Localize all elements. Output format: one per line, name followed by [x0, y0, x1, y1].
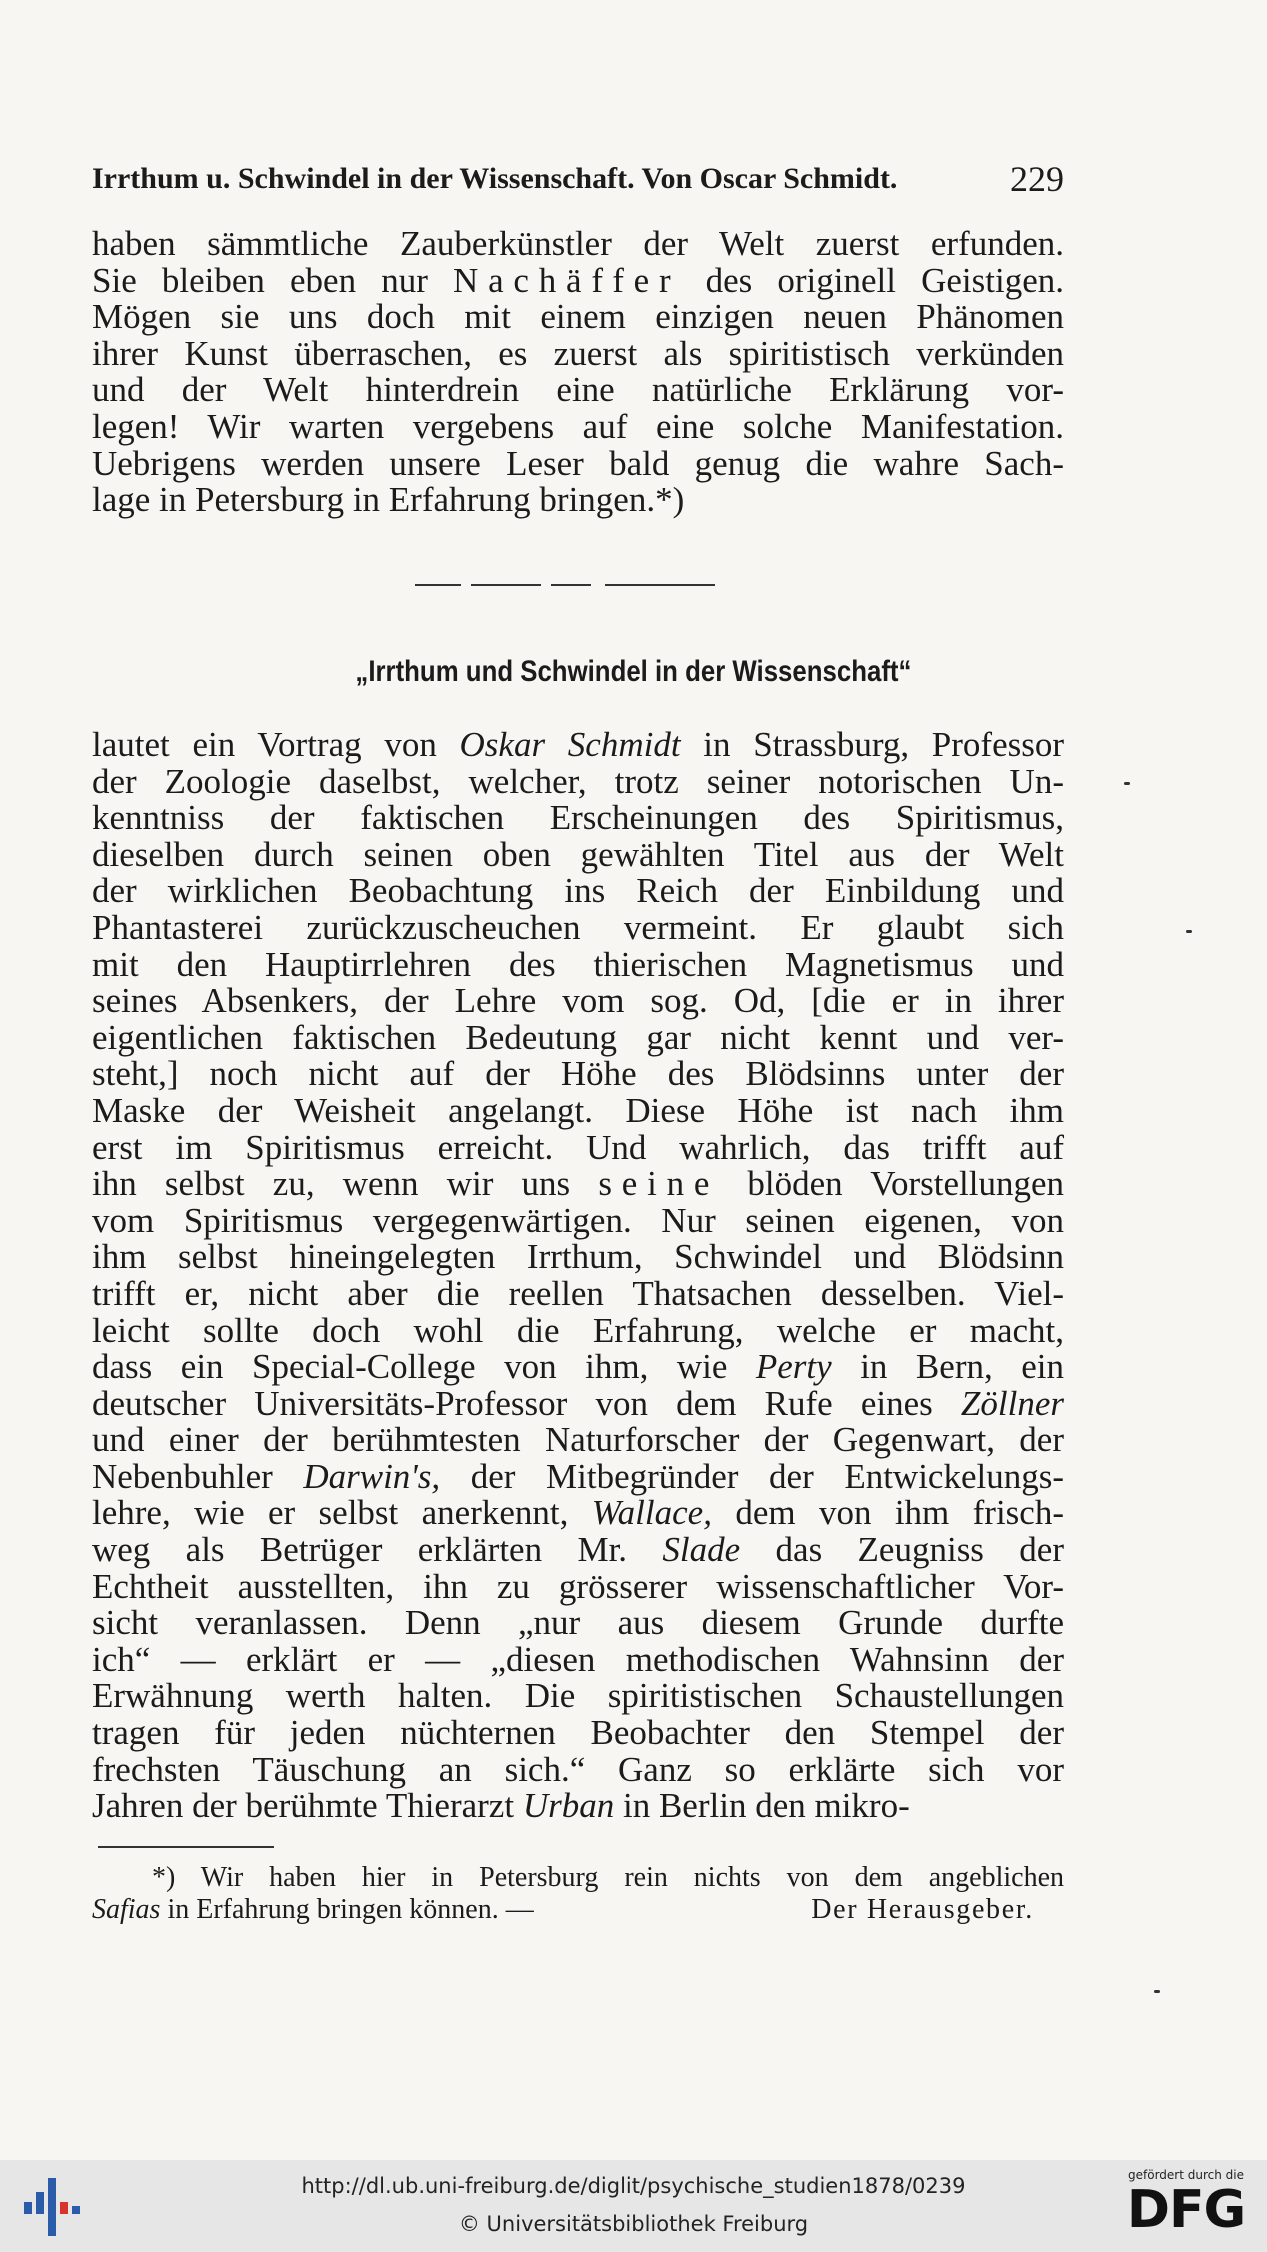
text-line	[92, 761, 1064, 801]
line-text: steht,] noch nicht auf der Höhe des Blödsinns unter der	[92, 1054, 1064, 1094]
line-text: blöden Vorstellungen	[719, 1164, 1064, 1204]
text-line	[92, 1239, 1064, 1276]
footnote-rule	[98, 1846, 274, 1848]
line-text: lage in Petersburg in Erfahrung bringen.*)	[92, 480, 685, 520]
text-line	[92, 260, 1065, 300]
line-text: leicht sollte doch wohl die Erfahrung, welche er macht,	[92, 1310, 1064, 1350]
footnote-text: in Erfahrung bringen können. —	[160, 1894, 534, 1925]
line-text: in Berlin den mikro-	[614, 1786, 910, 1826]
text-line	[92, 1166, 1064, 1203]
line-text: haben sämmtliche Zauberkünstler der Welt zuerst erfunden.	[92, 224, 1064, 263]
line-text: Sie bleiben eben nur	[92, 260, 454, 300]
line-text: der Zoologie daselbst, welcher, trotz seiner notorischen Un-	[92, 761, 1064, 801]
line-text: Nebenbuhler	[92, 1456, 304, 1496]
line-text: lehre, wie er selbst anerkennt,	[92, 1493, 592, 1533]
line-text: dieselben durch seinen oben gewählten Titel aus der Welt	[92, 834, 1064, 874]
text-line	[92, 1715, 1064, 1752]
section-title: „Irrthum und Schwindel in der Wissenschaft“	[355, 655, 912, 688]
text-line	[92, 1422, 1064, 1459]
line-text: ihrer Kunst überraschen, es zuerst als spiritistisch verkünden	[92, 333, 1064, 373]
footnote	[92, 1862, 1064, 1926]
text-line	[92, 1605, 1064, 1642]
line-text: und der Welt hinterdrein eine natürliche Erklärung vor-	[92, 370, 1064, 410]
line-text: ihm selbst hineingelegten Irrthum, Schwindel und Blödsinn	[92, 1237, 1064, 1277]
text-line	[92, 983, 1064, 1020]
line-text: ihn selbst zu, wenn wir uns	[92, 1164, 599, 1204]
page-number: 229	[1010, 159, 1064, 199]
line-text: weg als Betrüger erklärten Mr.	[92, 1530, 663, 1570]
text-line	[92, 1310, 1064, 1350]
line-text: des originell Geistigen.	[680, 260, 1065, 300]
line-text: ich“ — erklärt er — „diesen methodischen Wahnsinn der	[92, 1639, 1064, 1679]
line-text: in Strassburg, Professor	[680, 725, 1065, 764]
text-line	[92, 1678, 1064, 1715]
text-line	[92, 1788, 1064, 1825]
text-line	[92, 1127, 1064, 1167]
running-title: Irrthum u. Schwindel in der Wissenschaft. Von Oscar Schmidt.	[92, 162, 898, 195]
paragraph-continuation	[92, 226, 1064, 519]
line-text: in Bern, ein	[831, 1347, 1064, 1387]
line-text: lautet ein Vortrag von	[92, 725, 460, 764]
line-text: Mögen sie uns doch mit einem einzigen neuen Phänomen	[92, 297, 1064, 337]
text-line	[92, 800, 1064, 837]
line-text: legen! Wir warten vergebens auf eine solche Manifestation.	[92, 406, 1064, 446]
text-line	[92, 333, 1064, 373]
footnote-italic-word: Safias	[92, 1894, 161, 1925]
line-text: mit den Hauptirrlehren des thierischen Magnetismus und	[92, 944, 1064, 984]
line-text: deutscher Universitäts-Professor von dem Rufe eines	[92, 1383, 961, 1423]
italic-name: Darwin's,	[303, 1456, 441, 1496]
text-line	[92, 1056, 1064, 1093]
section-divider	[415, 584, 755, 588]
line-text: trifft er, nicht aber die reellen Thatsachen desselben. Viel-	[92, 1273, 1064, 1313]
dfg-caption: gefördert durch die	[1128, 2168, 1244, 2182]
running-header	[92, 156, 1064, 200]
margin-speck	[1124, 782, 1130, 785]
line-text: frechsten Täuschung an sich.“ Ganz so erklärte sich vor	[92, 1749, 1064, 1789]
text-line	[92, 834, 1064, 874]
text-line	[92, 1090, 1064, 1130]
line-text: Jahren der berühmte Thierarzt	[92, 1786, 523, 1826]
line-text: der wirklichen Beobachtung ins Reich der Einbildung und	[92, 871, 1064, 911]
italic-name: Perty	[755, 1347, 832, 1387]
text-line	[92, 1495, 1064, 1532]
text-line	[92, 1566, 1064, 1606]
line-text: Erwähnung werth halten. Die spiritistischen Schaustellungen	[92, 1676, 1064, 1716]
line-text: eigentlichen faktischen Bedeutung gar nicht kennt und ver-	[92, 1017, 1064, 1057]
spaced-emphasis: Nachäffer	[453, 260, 681, 300]
footnote-line-2	[92, 1894, 1064, 1926]
text-line	[92, 1639, 1064, 1679]
text-line	[92, 443, 1064, 483]
text-line	[92, 299, 1064, 336]
spaced-emphasis: seine	[598, 1164, 720, 1204]
text-line	[92, 226, 1064, 263]
text-line	[92, 482, 1064, 519]
page-url[interactable]: http://dl.ub.uni-freiburg.de/diglit/psychische_studien1878/0239	[301, 2174, 966, 2198]
italic-name: Wallace,	[591, 1493, 712, 1533]
line-text: kenntniss der faktischen Erscheinungen des Spiritismus,	[92, 798, 1064, 838]
text-line	[92, 944, 1064, 984]
copyright-notice: © Universitätsbibliothek Freiburg	[458, 2212, 809, 2236]
text-line	[92, 1749, 1064, 1789]
margin-speck	[1186, 930, 1192, 933]
line-text: das Zeugniss der	[740, 1530, 1064, 1570]
italic-name: Slade	[662, 1530, 741, 1570]
article-body	[92, 727, 1064, 1825]
line-text: vom Spiritismus vergegenwärtigen. Nur seinen eigenen, von	[92, 1200, 1064, 1240]
line-text: und einer der berühmtesten Naturforscher der Gegenwart, der	[92, 1420, 1064, 1460]
line-text: tragen für jeden nüchternen Beobachter den Stempel der	[92, 1713, 1064, 1753]
italic-name: Urban	[522, 1786, 615, 1826]
line-text: Uebrigens werden unsere Leser bald genug die wahre Sach-	[92, 443, 1064, 483]
footnote-signature: Der Herausgeber.	[811, 1894, 1034, 1925]
viewer-footer	[0, 2160, 1267, 2252]
text-line	[92, 1383, 1064, 1423]
text-line	[92, 1456, 1064, 1496]
dfg-logo	[1121, 2168, 1251, 2248]
line-text: dem von ihm frisch-	[711, 1493, 1064, 1533]
line-text: Phantasterei zurückzuscheuchen vermeint. Er glaubt sich	[92, 907, 1064, 947]
italic-name: Zöllner	[960, 1383, 1064, 1423]
line-text: seines Absenkers, der Lehre vom sog. Od, [die er in ihrer	[92, 981, 1064, 1021]
line-text: sicht veranlassen. Denn „nur aus diesem Grunde durfte	[92, 1603, 1064, 1643]
text-line	[92, 727, 1064, 764]
dfg-wordmark: DFG	[1126, 2180, 1246, 2240]
line-text: dass ein Special-College von ihm, wie	[92, 1347, 756, 1387]
text-line	[92, 1349, 1064, 1386]
line-text: Maske der Weisheit angelangt. Diese Höhe ist nach ihm	[92, 1090, 1064, 1130]
text-line	[92, 372, 1064, 409]
text-line	[92, 1273, 1064, 1313]
margin-speck	[1154, 1990, 1160, 1993]
text-line	[92, 406, 1064, 446]
text-line	[92, 1017, 1064, 1057]
footnote-line-1: *) Wir haben hier in Petersburg rein nichts von dem angeblichen	[152, 1862, 1064, 1893]
line-text: der Mitbegründer der Entwickelungs-	[440, 1456, 1064, 1496]
text-line	[92, 1200, 1064, 1240]
text-line	[92, 873, 1064, 910]
line-text: Echtheit ausstellten, ihn zu grösserer wissenschaftlicher Vor-	[92, 1566, 1064, 1606]
italic-name: Oskar Schmidt	[459, 725, 681, 764]
line-text: erst im Spiritismus erreicht. Und wahrlich, das trifft auf	[92, 1127, 1064, 1167]
text-line	[92, 907, 1064, 947]
text-line	[92, 1532, 1064, 1569]
